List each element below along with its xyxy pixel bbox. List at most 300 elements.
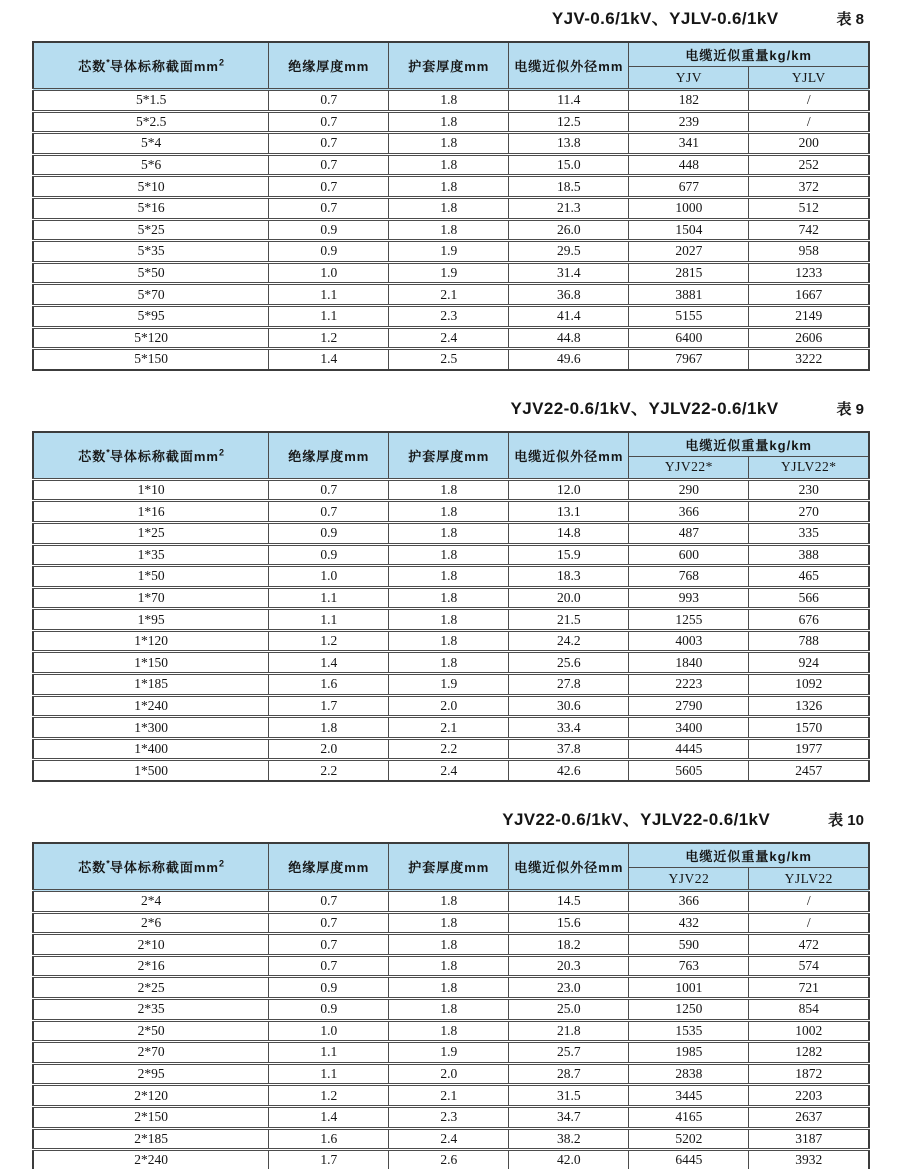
spec-cell: 5*120 <box>33 327 269 349</box>
spec-header-unit-exponent: 2 <box>218 57 224 68</box>
value-cell: 15.6 <box>509 912 629 934</box>
table-row <box>33 1150 869 1169</box>
weight-group-header: 电缆近似重量kg/km <box>629 432 869 457</box>
value-cell: 0.7 <box>269 90 389 112</box>
value-cell: 1872 <box>749 1063 869 1085</box>
spec-cell: 5*16 <box>33 197 269 219</box>
spec-cell: 1*10 <box>33 479 269 501</box>
value-cell: 20.3 <box>509 955 629 977</box>
value-cell: 20.0 <box>509 587 629 609</box>
table-row <box>33 305 869 327</box>
value-cell: 1.0 <box>269 566 389 588</box>
value-cell: 21.8 <box>509 1020 629 1042</box>
table-row <box>33 349 869 370</box>
value-cell: 182 <box>629 90 749 112</box>
spec-cell: 2*185 <box>33 1128 269 1150</box>
value-cell: 1.9 <box>389 1042 509 1064</box>
value-cell: 31.5 <box>509 1085 629 1107</box>
header-row-top <box>33 843 869 868</box>
value-cell: 0.9 <box>269 977 389 999</box>
value-cell: 335 <box>749 522 869 544</box>
table-row <box>33 1063 869 1085</box>
value-cell: 993 <box>629 587 749 609</box>
spec-cell: 2*6 <box>33 912 269 934</box>
value-cell: 768 <box>629 566 749 588</box>
value-cell: 3187 <box>749 1128 869 1150</box>
spec-header-unit: 导体标称截面mm <box>109 59 219 74</box>
spec-cell: 5*50 <box>33 262 269 284</box>
weight-subcol-header-right: YJLV22* <box>749 456 869 479</box>
value-cell: 11.4 <box>509 90 629 112</box>
value-cell: 0.9 <box>269 241 389 263</box>
table-row <box>33 219 869 241</box>
col-spec-header <box>33 843 269 891</box>
value-cell: 4445 <box>629 738 749 760</box>
value-cell: 677 <box>629 176 749 198</box>
value-cell: 600 <box>629 544 749 566</box>
value-cell: 290 <box>629 479 749 501</box>
value-cell: 0.7 <box>269 197 389 219</box>
table-row <box>33 1042 869 1064</box>
spec-cell: 1*35 <box>33 544 269 566</box>
value-cell: 18.3 <box>509 566 629 588</box>
col-spec-header <box>33 42 269 90</box>
spec-cell: 5*1.5 <box>33 90 269 112</box>
value-cell: 1.4 <box>269 349 389 370</box>
value-cell: 1.8 <box>389 219 509 241</box>
table-title: YJV-0.6/1kV、YJLV-0.6/1kV <box>551 9 779 28</box>
value-cell: 25.0 <box>509 999 629 1021</box>
table-row <box>33 1020 869 1042</box>
weight-group-header: 电缆近似重量kg/km <box>629 843 869 868</box>
value-cell: 12.5 <box>509 111 629 133</box>
value-cell: 2838 <box>629 1063 749 1085</box>
value-cell: 1.8 <box>389 1020 509 1042</box>
value-cell: 5202 <box>629 1128 749 1150</box>
value-cell: 0.7 <box>269 176 389 198</box>
value-cell: 1985 <box>629 1042 749 1064</box>
value-cell: 676 <box>749 609 869 631</box>
value-cell: 33.4 <box>509 717 629 739</box>
spec-header-text: 芯数 <box>78 59 107 74</box>
table-title: YJV22-0.6/1kV、YJLV22-0.6/1kV <box>510 398 779 418</box>
spec-cell: 2*35 <box>33 999 269 1021</box>
value-cell: 41.4 <box>509 305 629 327</box>
value-cell: 1.4 <box>269 652 389 674</box>
spec-cell: 2*50 <box>33 1020 269 1042</box>
value-cell: 6400 <box>629 327 749 349</box>
table-row <box>33 695 869 717</box>
value-cell: / <box>749 912 869 934</box>
value-cell: 3881 <box>629 284 749 306</box>
value-cell: 742 <box>749 219 869 241</box>
spec-cell: 1*185 <box>33 674 269 696</box>
table-row <box>33 717 869 739</box>
value-cell: 12.0 <box>509 479 629 501</box>
spec-cell: 5*25 <box>33 219 269 241</box>
spec-cell: 5*10 <box>33 176 269 198</box>
weight-subcol-header-right: YJLV22 <box>749 868 869 891</box>
value-cell: 1233 <box>749 262 869 284</box>
value-cell: 1.1 <box>269 1063 389 1085</box>
value-cell: 1.1 <box>269 609 389 631</box>
spec-cell: 1*25 <box>33 522 269 544</box>
value-cell: 1.0 <box>269 262 389 284</box>
cable-spec-table <box>32 842 870 1169</box>
value-cell: 1.8 <box>389 566 509 588</box>
value-cell: 0.9 <box>269 999 389 1021</box>
table-row <box>33 479 869 501</box>
weight-subcol-header-left: YJV <box>629 67 749 90</box>
value-cell: 1.9 <box>389 674 509 696</box>
value-cell: 2.2 <box>269 760 389 781</box>
weight-group-header: 电缆近似重量kg/km <box>629 42 869 67</box>
value-cell: 1.4 <box>269 1106 389 1128</box>
spec-cell: 1*150 <box>33 652 269 674</box>
value-cell: 341 <box>629 133 749 155</box>
spec-cell: 5*6 <box>33 154 269 176</box>
value-cell: 2.1 <box>389 284 509 306</box>
value-cell: 1.1 <box>269 305 389 327</box>
value-cell: 721 <box>749 977 869 999</box>
value-cell: 3400 <box>629 717 749 739</box>
spec-cell: 1*16 <box>33 501 269 523</box>
col-insulation-header: 绝缘厚度mm <box>269 843 389 891</box>
value-cell: 0.9 <box>269 544 389 566</box>
value-cell: 1.8 <box>389 176 509 198</box>
cable-table-section <box>32 4 870 371</box>
value-cell: 1.2 <box>269 327 389 349</box>
value-cell: 37.8 <box>509 738 629 760</box>
spec-cell: 1*300 <box>33 717 269 739</box>
table-row <box>33 566 869 588</box>
spec-cell: 2*95 <box>33 1063 269 1085</box>
value-cell: 38.2 <box>509 1128 629 1150</box>
value-cell: 0.7 <box>269 111 389 133</box>
value-cell: 4003 <box>629 630 749 652</box>
value-cell: 432 <box>629 912 749 934</box>
value-cell: 1.8 <box>389 891 509 913</box>
table-title-row <box>32 394 870 431</box>
spec-cell: 1*120 <box>33 630 269 652</box>
value-cell: 388 <box>749 544 869 566</box>
value-cell: 3445 <box>629 1085 749 1107</box>
table-row <box>33 934 869 956</box>
value-cell: 1.8 <box>389 912 509 934</box>
value-cell: 448 <box>629 154 749 176</box>
table-row <box>33 674 869 696</box>
table-row <box>33 154 869 176</box>
value-cell: 1535 <box>629 1020 749 1042</box>
value-cell: 1.8 <box>389 587 509 609</box>
col-diameter-header: 电缆近似外径mm <box>509 42 629 90</box>
spec-header-text: 芯数 <box>78 448 107 464</box>
value-cell: 15.9 <box>509 544 629 566</box>
value-cell: 958 <box>749 241 869 263</box>
value-cell: 512 <box>749 197 869 219</box>
spec-header-text: 芯数 <box>78 860 107 876</box>
value-cell: 788 <box>749 630 869 652</box>
value-cell: 1.8 <box>389 977 509 999</box>
value-cell: / <box>749 891 869 913</box>
value-cell: 23.0 <box>509 977 629 999</box>
value-cell: 1.1 <box>269 587 389 609</box>
spec-cell: 5*35 <box>33 241 269 263</box>
value-cell: 30.6 <box>509 695 629 717</box>
value-cell: 1282 <box>749 1042 869 1064</box>
value-cell: 2.0 <box>269 738 389 760</box>
spec-cell: 5*4 <box>33 133 269 155</box>
value-cell: 200 <box>749 133 869 155</box>
value-cell: 1.1 <box>269 1042 389 1064</box>
value-cell: 2815 <box>629 262 749 284</box>
spec-header-unit: 导体标称截面mm <box>109 448 219 464</box>
table-row <box>33 90 869 112</box>
value-cell: 0.9 <box>269 219 389 241</box>
tables-container <box>32 4 870 1169</box>
value-cell: 13.8 <box>509 133 629 155</box>
value-cell: 1.8 <box>389 479 509 501</box>
value-cell: 2.5 <box>389 349 509 370</box>
value-cell: 1092 <box>749 674 869 696</box>
table-row <box>33 912 869 934</box>
spec-cell: 2*150 <box>33 1106 269 1128</box>
value-cell: 27.8 <box>509 674 629 696</box>
value-cell: 14.8 <box>509 522 629 544</box>
value-cell: 1.8 <box>389 609 509 631</box>
value-cell: 590 <box>629 934 749 956</box>
value-cell: 763 <box>629 955 749 977</box>
value-cell: 1570 <box>749 717 869 739</box>
spec-cell: 2*16 <box>33 955 269 977</box>
value-cell: 1.8 <box>389 197 509 219</box>
table-body <box>33 90 869 370</box>
value-cell: 1.8 <box>389 90 509 112</box>
value-cell: 2.4 <box>389 760 509 781</box>
value-cell: 2457 <box>749 760 869 781</box>
table-row <box>33 284 869 306</box>
value-cell: 2027 <box>629 241 749 263</box>
value-cell: 0.9 <box>269 522 389 544</box>
table-row <box>33 760 869 781</box>
value-cell: 372 <box>749 176 869 198</box>
table-row <box>33 501 869 523</box>
value-cell: 472 <box>749 934 869 956</box>
value-cell: 1.6 <box>269 1128 389 1150</box>
value-cell: 1504 <box>629 219 749 241</box>
value-cell: 3932 <box>749 1150 869 1169</box>
value-cell: 2203 <box>749 1085 869 1107</box>
value-cell: 4165 <box>629 1106 749 1128</box>
value-cell: / <box>749 90 869 112</box>
value-cell: 5155 <box>629 305 749 327</box>
spec-cell: 1*500 <box>33 760 269 781</box>
spec-cell: 2*120 <box>33 1085 269 1107</box>
value-cell: 574 <box>749 955 869 977</box>
value-cell: 366 <box>629 891 749 913</box>
value-cell: 31.4 <box>509 262 629 284</box>
value-cell: 1000 <box>629 197 749 219</box>
table-body <box>33 891 869 1169</box>
value-cell: 14.5 <box>509 891 629 913</box>
table-number-label: 表 10 <box>828 812 864 830</box>
value-cell: 465 <box>749 566 869 588</box>
value-cell: 1.8 <box>389 133 509 155</box>
value-cell: 15.0 <box>509 154 629 176</box>
value-cell: 252 <box>749 154 869 176</box>
table-title-row <box>32 4 870 41</box>
spec-cell: 1*240 <box>33 695 269 717</box>
value-cell: 7967 <box>629 349 749 370</box>
spec-cell: 2*70 <box>33 1042 269 1064</box>
col-sheath-header: 护套厚度mm <box>389 42 509 90</box>
value-cell: 2.1 <box>389 717 509 739</box>
value-cell: 1977 <box>749 738 869 760</box>
value-cell: 854 <box>749 999 869 1021</box>
value-cell: 1.0 <box>269 1020 389 1042</box>
value-cell: 1.8 <box>269 717 389 739</box>
value-cell: 2637 <box>749 1106 869 1128</box>
spec-cell: 2*240 <box>33 1150 269 1169</box>
col-spec-header <box>33 432 269 480</box>
table-row <box>33 891 869 913</box>
table-row <box>33 327 869 349</box>
table-row <box>33 197 869 219</box>
value-cell: 44.8 <box>509 327 629 349</box>
table-row <box>33 652 869 674</box>
value-cell: 13.1 <box>509 501 629 523</box>
spec-header-unit-exponent: 2 <box>218 858 224 869</box>
value-cell: 0.7 <box>269 891 389 913</box>
cable-spec-table <box>32 431 870 782</box>
value-cell: 2.6 <box>389 1150 509 1169</box>
weight-subcol-header-right: YJLV <box>749 67 869 90</box>
table-row <box>33 522 869 544</box>
value-cell: 487 <box>629 522 749 544</box>
value-cell: 1002 <box>749 1020 869 1042</box>
value-cell: 1667 <box>749 284 869 306</box>
value-cell: 566 <box>749 587 869 609</box>
value-cell: 0.7 <box>269 479 389 501</box>
spec-cell: 1*95 <box>33 609 269 631</box>
value-cell: 1.8 <box>389 999 509 1021</box>
value-cell: 28.7 <box>509 1063 629 1085</box>
table-row <box>33 1128 869 1150</box>
value-cell: 1326 <box>749 695 869 717</box>
table-row <box>33 133 869 155</box>
value-cell: 366 <box>629 501 749 523</box>
table-title: YJV22-0.6/1kV、YJLV22-0.6/1kV <box>502 810 771 830</box>
value-cell: 2223 <box>629 674 749 696</box>
value-cell: 1.8 <box>389 111 509 133</box>
col-diameter-header: 电缆近似外径mm <box>509 432 629 480</box>
value-cell: 6445 <box>629 1150 749 1169</box>
value-cell: 2.3 <box>389 1106 509 1128</box>
value-cell: 0.7 <box>269 133 389 155</box>
value-cell: 2.2 <box>389 738 509 760</box>
table-row <box>33 176 869 198</box>
col-sheath-header: 护套厚度mm <box>389 843 509 891</box>
spec-cell: 2*4 <box>33 891 269 913</box>
weight-subcol-header-left: YJV22* <box>629 456 749 479</box>
value-cell: 1001 <box>629 977 749 999</box>
cable-table-section <box>32 394 870 782</box>
value-cell: 3222 <box>749 349 869 370</box>
value-cell: 1.8 <box>389 154 509 176</box>
value-cell: 1.8 <box>389 934 509 956</box>
value-cell: 1.8 <box>389 522 509 544</box>
spec-header-footnote-mark: * <box>106 858 110 869</box>
value-cell: 2606 <box>749 327 869 349</box>
table-row <box>33 262 869 284</box>
spec-cell: 5*70 <box>33 284 269 306</box>
spec-cell: 5*2.5 <box>33 111 269 133</box>
value-cell: 2.0 <box>389 695 509 717</box>
value-cell: 1.6 <box>269 674 389 696</box>
value-cell: 1.1 <box>269 284 389 306</box>
table-row <box>33 544 869 566</box>
col-diameter-header: 电缆近似外径mm <box>509 843 629 891</box>
value-cell: 29.5 <box>509 241 629 263</box>
table-row <box>33 955 869 977</box>
value-cell: 1.2 <box>269 1085 389 1107</box>
table-row <box>33 111 869 133</box>
value-cell: 25.6 <box>509 652 629 674</box>
value-cell: 36.8 <box>509 284 629 306</box>
spec-cell: 5*150 <box>33 349 269 370</box>
table-row <box>33 738 869 760</box>
table-row <box>33 977 869 999</box>
spec-header-footnote-mark: * <box>106 447 110 458</box>
spec-header-footnote-mark: * <box>106 57 110 68</box>
value-cell: 1.7 <box>269 1150 389 1169</box>
table-number-label: 表 9 <box>836 400 864 418</box>
spec-header-unit-exponent: 2 <box>218 447 224 458</box>
value-cell: 1.9 <box>389 262 509 284</box>
value-cell: 230 <box>749 479 869 501</box>
table-number-label: 表 8 <box>836 11 864 28</box>
weight-subcol-header-left: YJV22 <box>629 868 749 891</box>
table-body <box>33 479 869 781</box>
cable-spec-table <box>32 41 870 371</box>
value-cell: 0.7 <box>269 501 389 523</box>
value-cell: 1.8 <box>389 630 509 652</box>
table-row <box>33 587 869 609</box>
value-cell: 18.2 <box>509 934 629 956</box>
table-row <box>33 609 869 631</box>
spec-cell: 2*10 <box>33 934 269 956</box>
spec-cell: 5*95 <box>33 305 269 327</box>
col-insulation-header: 绝缘厚度mm <box>269 432 389 480</box>
spec-cell: 2*25 <box>33 977 269 999</box>
value-cell: 0.7 <box>269 154 389 176</box>
value-cell: 1.8 <box>389 955 509 977</box>
value-cell: 42.0 <box>509 1150 629 1169</box>
spec-header-unit: 导体标称截面mm <box>109 860 219 876</box>
table-row <box>33 999 869 1021</box>
value-cell: 42.6 <box>509 760 629 781</box>
value-cell: 1.8 <box>389 501 509 523</box>
value-cell: 49.6 <box>509 349 629 370</box>
value-cell: 1840 <box>629 652 749 674</box>
value-cell: 1250 <box>629 999 749 1021</box>
table-row <box>33 630 869 652</box>
header-row-top <box>33 42 869 67</box>
value-cell: 0.7 <box>269 934 389 956</box>
table-row <box>33 241 869 263</box>
value-cell: 2.1 <box>389 1085 509 1107</box>
col-insulation-header: 绝缘厚度mm <box>269 42 389 90</box>
